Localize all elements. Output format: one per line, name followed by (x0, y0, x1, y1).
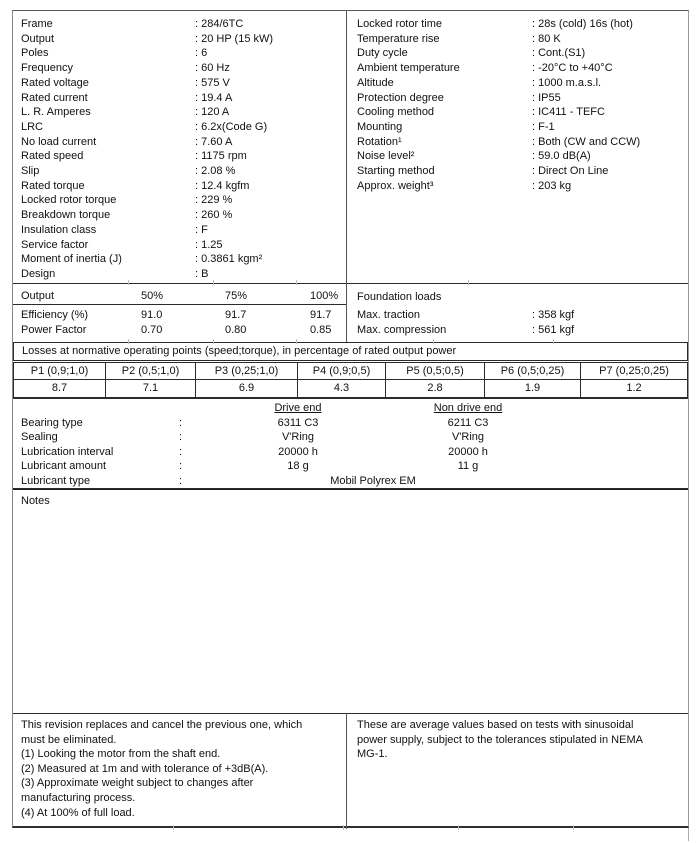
efficiency-row (13, 305, 346, 323)
spec-row-rated-torque (21, 179, 346, 194)
spec-value: : 203 kg (532, 179, 572, 192)
spec-row-locked-rotor-torque (21, 193, 346, 208)
spec-label: Moment of inertia (J) (21, 253, 122, 266)
spec-label: Max. compression (357, 324, 447, 336)
losses-header-row (14, 362, 688, 380)
spec-label: Cooling method (357, 106, 435, 119)
losses-value-row (14, 380, 688, 398)
spec-label: Locked rotor torque (21, 194, 117, 207)
spec-value: : 575 V (195, 76, 230, 89)
spec-label: Frame (21, 18, 53, 30)
spec-value: : 19.4 A (195, 91, 233, 104)
spec-label: Protection degree (357, 91, 444, 104)
losses-header-cell: P1 (0,9;1,0) (14, 362, 106, 380)
spec-label: Mounting (357, 120, 403, 133)
bearing-de-value: V'Ring (281, 431, 315, 444)
efficiency-header-cell: Output (21, 290, 55, 302)
bearing-row-lubricant-amount (13, 459, 688, 474)
spec-label: Max. traction (357, 309, 420, 321)
footer-line: manufacturing process. (21, 791, 136, 804)
spec-label: Breakdown torque (21, 209, 111, 222)
spec-label: Rotation¹ (357, 135, 402, 148)
spec-label: Poles (21, 47, 49, 60)
spec-value: : B (195, 267, 209, 280)
losses-header-cell: P4 (0,9;0,5) (298, 362, 386, 380)
spec-label: Locked rotor time (357, 18, 442, 30)
efficiency-cell: Power Factor (21, 324, 87, 336)
spec-value: : 284/6TC (195, 18, 244, 30)
losses-value-cell: 8.7 (14, 380, 106, 398)
bearing-nde-value: V'Ring (451, 431, 485, 444)
spec-value: : 28s (cold) 16s (hot) (532, 18, 633, 30)
gridline-tick (173, 825, 174, 830)
efficiency-cell: Efficiency (%) (21, 309, 89, 321)
spec-label: Slip (21, 165, 40, 178)
bearings-header-row (13, 401, 688, 416)
footer-tolerance-notes (347, 714, 687, 829)
footer-revision-notes (13, 714, 346, 829)
spec-row-cooling-method (357, 105, 687, 120)
gridline-tick (213, 339, 214, 344)
bearing-label: Lubricant amount (21, 460, 106, 473)
footer-line: MG-1. (357, 748, 388, 761)
spec-value: : F (195, 223, 208, 236)
spec-value: : 120 A (195, 106, 230, 119)
footer-line: must be eliminated. (21, 733, 117, 746)
bearing-label: Bearing type (21, 416, 83, 429)
column-divider (346, 11, 347, 283)
colon-separator: : (179, 474, 183, 487)
losses-header-cell: P5 (0,5;0,5) (386, 362, 485, 380)
gridline-tick (296, 339, 297, 344)
bearing-de-value: 6311 C3 (277, 416, 319, 429)
gridline-tick (128, 339, 129, 344)
bearing-row-sealing (13, 430, 688, 445)
spec-row-starting-method (357, 164, 687, 179)
spec-value: : IC411 - TEFC (532, 106, 605, 119)
spec-value: : 60 Hz (195, 62, 230, 75)
spec-value: : 1.25 (195, 238, 223, 251)
drive-end-header: Drive end (274, 402, 322, 414)
spec-value: : 6.2x(Code G) (195, 120, 268, 133)
spec-row-rotation (357, 135, 687, 150)
spec-row-duty-cycle (357, 46, 687, 61)
spec-label: Rated torque (21, 179, 85, 192)
spec-label: Frequency (21, 62, 73, 75)
spec-row-locked-rotor-time (357, 17, 687, 32)
spec-row-breakdown-torque (21, 208, 346, 223)
losses-header-cell: P6 (0,5;0,25) (485, 362, 581, 380)
spec-row-output (21, 32, 346, 47)
spec-value: : 12.4 kgfm (195, 179, 250, 192)
spec-value: : 229 % (195, 194, 233, 207)
specs-left-column (13, 11, 346, 283)
spec-row-service-factor (21, 238, 346, 253)
spec-label: Output (21, 32, 55, 45)
non-drive-end-header: Non drive end (433, 402, 503, 414)
bearing-label: Lubrication interval (21, 445, 114, 458)
spec-label: Altitude (357, 76, 394, 89)
spec-label: Service factor (21, 238, 89, 251)
gridline-tick (468, 280, 469, 285)
efficiency-table (13, 284, 346, 342)
spec-value: : 260 % (195, 209, 233, 222)
spec-label: Noise level² (357, 150, 415, 163)
efficiency-header-cell: 75% (225, 290, 248, 302)
losses-value-cell: 6.9 (196, 380, 298, 398)
spec-row-ambient-temperature (357, 61, 687, 76)
spec-row-rated-current (21, 91, 346, 106)
losses-header-cell: P7 (0,25;0,25) (581, 362, 688, 380)
losses-value-cell: 1.2 (581, 380, 688, 398)
motor-specs-section (13, 11, 688, 283)
bearing-de-value: 20000 h (278, 445, 318, 458)
spec-value: : 20 HP (15 kW) (195, 32, 274, 45)
spec-row-frequency (21, 61, 346, 76)
spec-label: Temperature rise (357, 32, 440, 45)
spec-label: Starting method (357, 165, 435, 178)
bearing-label: Sealing (21, 431, 58, 444)
efficiency-header-row (13, 284, 346, 305)
specs-right-column (347, 11, 687, 283)
bearing-row-lubrication-interval (13, 445, 688, 460)
spec-row-rated-speed (21, 149, 346, 164)
spec-value: : 59.0 dB(A) (532, 150, 591, 163)
notes-section (13, 489, 688, 713)
footer-section (13, 713, 688, 829)
power-factor-row (13, 323, 346, 338)
footer-line: These are average values based on tests with sinusoidal (357, 719, 634, 731)
footer-line: This revision replaces and cancel the previous one, which (21, 719, 303, 731)
column-divider (346, 283, 347, 342)
efficiency-cell: 91.7 (310, 309, 332, 321)
spec-value: : Cont.(S1) (532, 47, 586, 60)
spec-value: : F-1 (532, 120, 555, 133)
notes-title: Notes (21, 495, 50, 507)
losses-table (13, 362, 688, 398)
losses-value-cell: 1.9 (485, 380, 581, 398)
column-divider (346, 713, 347, 829)
scan-edge-artifact (688, 828, 689, 841)
spec-row-lrc (21, 120, 346, 135)
foundation-loads (347, 284, 688, 342)
efficiency-cell: 0.80 (225, 324, 247, 336)
efficiency-header-cell: 100% (310, 290, 339, 302)
gridline-tick (213, 280, 214, 285)
bearing-nde-value: 20000 h (448, 445, 488, 458)
spec-row-lr-amperes (21, 105, 346, 120)
colon-separator: : (179, 460, 183, 473)
efficiency-section (13, 283, 688, 342)
losses-header-cell: P3 (0,25;1,0) (196, 362, 298, 380)
spec-row-temperature-rise (357, 32, 687, 47)
spec-row-approx-weight (357, 179, 687, 194)
spec-value: : 561 kgf (532, 324, 575, 336)
spec-label: Insulation class (21, 223, 97, 236)
spec-value: : 7.60 A (195, 135, 233, 148)
spec-row-protection-degree (357, 91, 687, 106)
efficiency-header-cell: 50% (141, 290, 164, 302)
losses-title: Losses at normative operating points (speed;torque), in percentage of rated output power (13, 342, 688, 361)
losses-value-cell: 2.8 (386, 380, 485, 398)
spec-row-rated-voltage (21, 76, 346, 91)
bearing-nde-value: 11 g (457, 460, 479, 473)
spec-value: : -20°C to +40°C (532, 62, 613, 75)
bearing-row-lubricant-type (13, 474, 688, 489)
datasheet-border (12, 10, 689, 828)
spec-value: : IP55 (532, 91, 561, 104)
bearing-label: Lubricant type (21, 474, 91, 487)
spec-value: : 80 K (532, 32, 561, 45)
efficiency-cell: 91.7 (225, 309, 247, 321)
colon-separator: : (179, 445, 183, 458)
spec-value: : 2.08 % (195, 165, 236, 178)
footer-line: (4) At 100% of full load. (21, 806, 135, 819)
spec-row-mounting (357, 120, 687, 135)
spec-row-poles (21, 46, 346, 61)
spec-label: Rated voltage (21, 76, 89, 89)
spec-row-insulation-class (21, 223, 346, 238)
foundation-row-traction (357, 308, 688, 323)
footer-line: (2) Measured at 1m and with tolerance of +3dB(A). (21, 762, 269, 775)
spec-label: Rated speed (21, 150, 84, 163)
spec-label: L. R. Amperes (21, 106, 91, 119)
gridline-tick (573, 825, 574, 830)
spec-value: : 1175 rpm (195, 150, 247, 163)
gridline-tick (458, 825, 459, 830)
efficiency-cell: 0.70 (141, 324, 163, 336)
gridline-tick (296, 280, 297, 285)
spec-label: Duty cycle (357, 47, 408, 60)
losses-header-cell: P2 (0,5;1,0) (106, 362, 196, 380)
efficiency-cell: 91.0 (141, 309, 163, 321)
foundation-loads-title: Foundation loads (357, 291, 442, 303)
losses-section (13, 342, 688, 398)
spec-label: LRC (21, 120, 44, 133)
spec-value: : Direct On Line (532, 165, 609, 178)
spec-value: : Both (CW and CCW) (532, 135, 641, 148)
spec-row-moment-of-inertia (21, 252, 346, 267)
gridline-tick (433, 339, 434, 344)
spec-value: : 0.3861 kgm² (195, 253, 263, 266)
spec-value: : 6 (195, 47, 208, 60)
gridline-tick (343, 825, 344, 830)
spec-label: Approx. weight³ (357, 179, 434, 192)
lubricant-type-value: Mobil Polyrex EM (330, 474, 416, 487)
spec-label: Rated current (21, 91, 88, 104)
spec-row-noise-level (357, 149, 687, 164)
spec-row-frame (21, 17, 346, 32)
losses-value-cell: 7.1 (106, 380, 196, 398)
bearing-row-type (13, 416, 688, 431)
spec-row-altitude (357, 76, 687, 91)
spec-row-no-load-current (21, 135, 346, 150)
foundation-row-compression (357, 323, 688, 338)
spec-value: : 358 kgf (532, 309, 575, 321)
bearing-nde-value: 6211 C3 (447, 416, 489, 429)
footer-line: (1) Looking the motor from the shaft end. (21, 748, 221, 761)
gridline-tick (128, 280, 129, 285)
spec-value: : 1000 m.a.s.l. (532, 76, 602, 89)
spec-label: No load current (21, 135, 97, 148)
spec-label: Ambient temperature (357, 62, 460, 75)
footer-line: power supply, subject to the tolerances stipulated in NEMA (357, 733, 643, 746)
bearings-section (13, 398, 688, 489)
footer-line: (3) Approximate weight subject to changes after (21, 777, 254, 790)
colon-separator: : (179, 416, 183, 429)
bearing-de-value: 18 g (287, 460, 309, 473)
spec-row-design (21, 267, 346, 282)
efficiency-cell: 0.85 (310, 324, 332, 336)
gridline-tick (553, 339, 554, 344)
spec-row-slip (21, 164, 346, 179)
colon-separator: : (179, 431, 183, 444)
losses-value-cell: 4.3 (298, 380, 386, 398)
spec-label: Design (21, 267, 56, 280)
